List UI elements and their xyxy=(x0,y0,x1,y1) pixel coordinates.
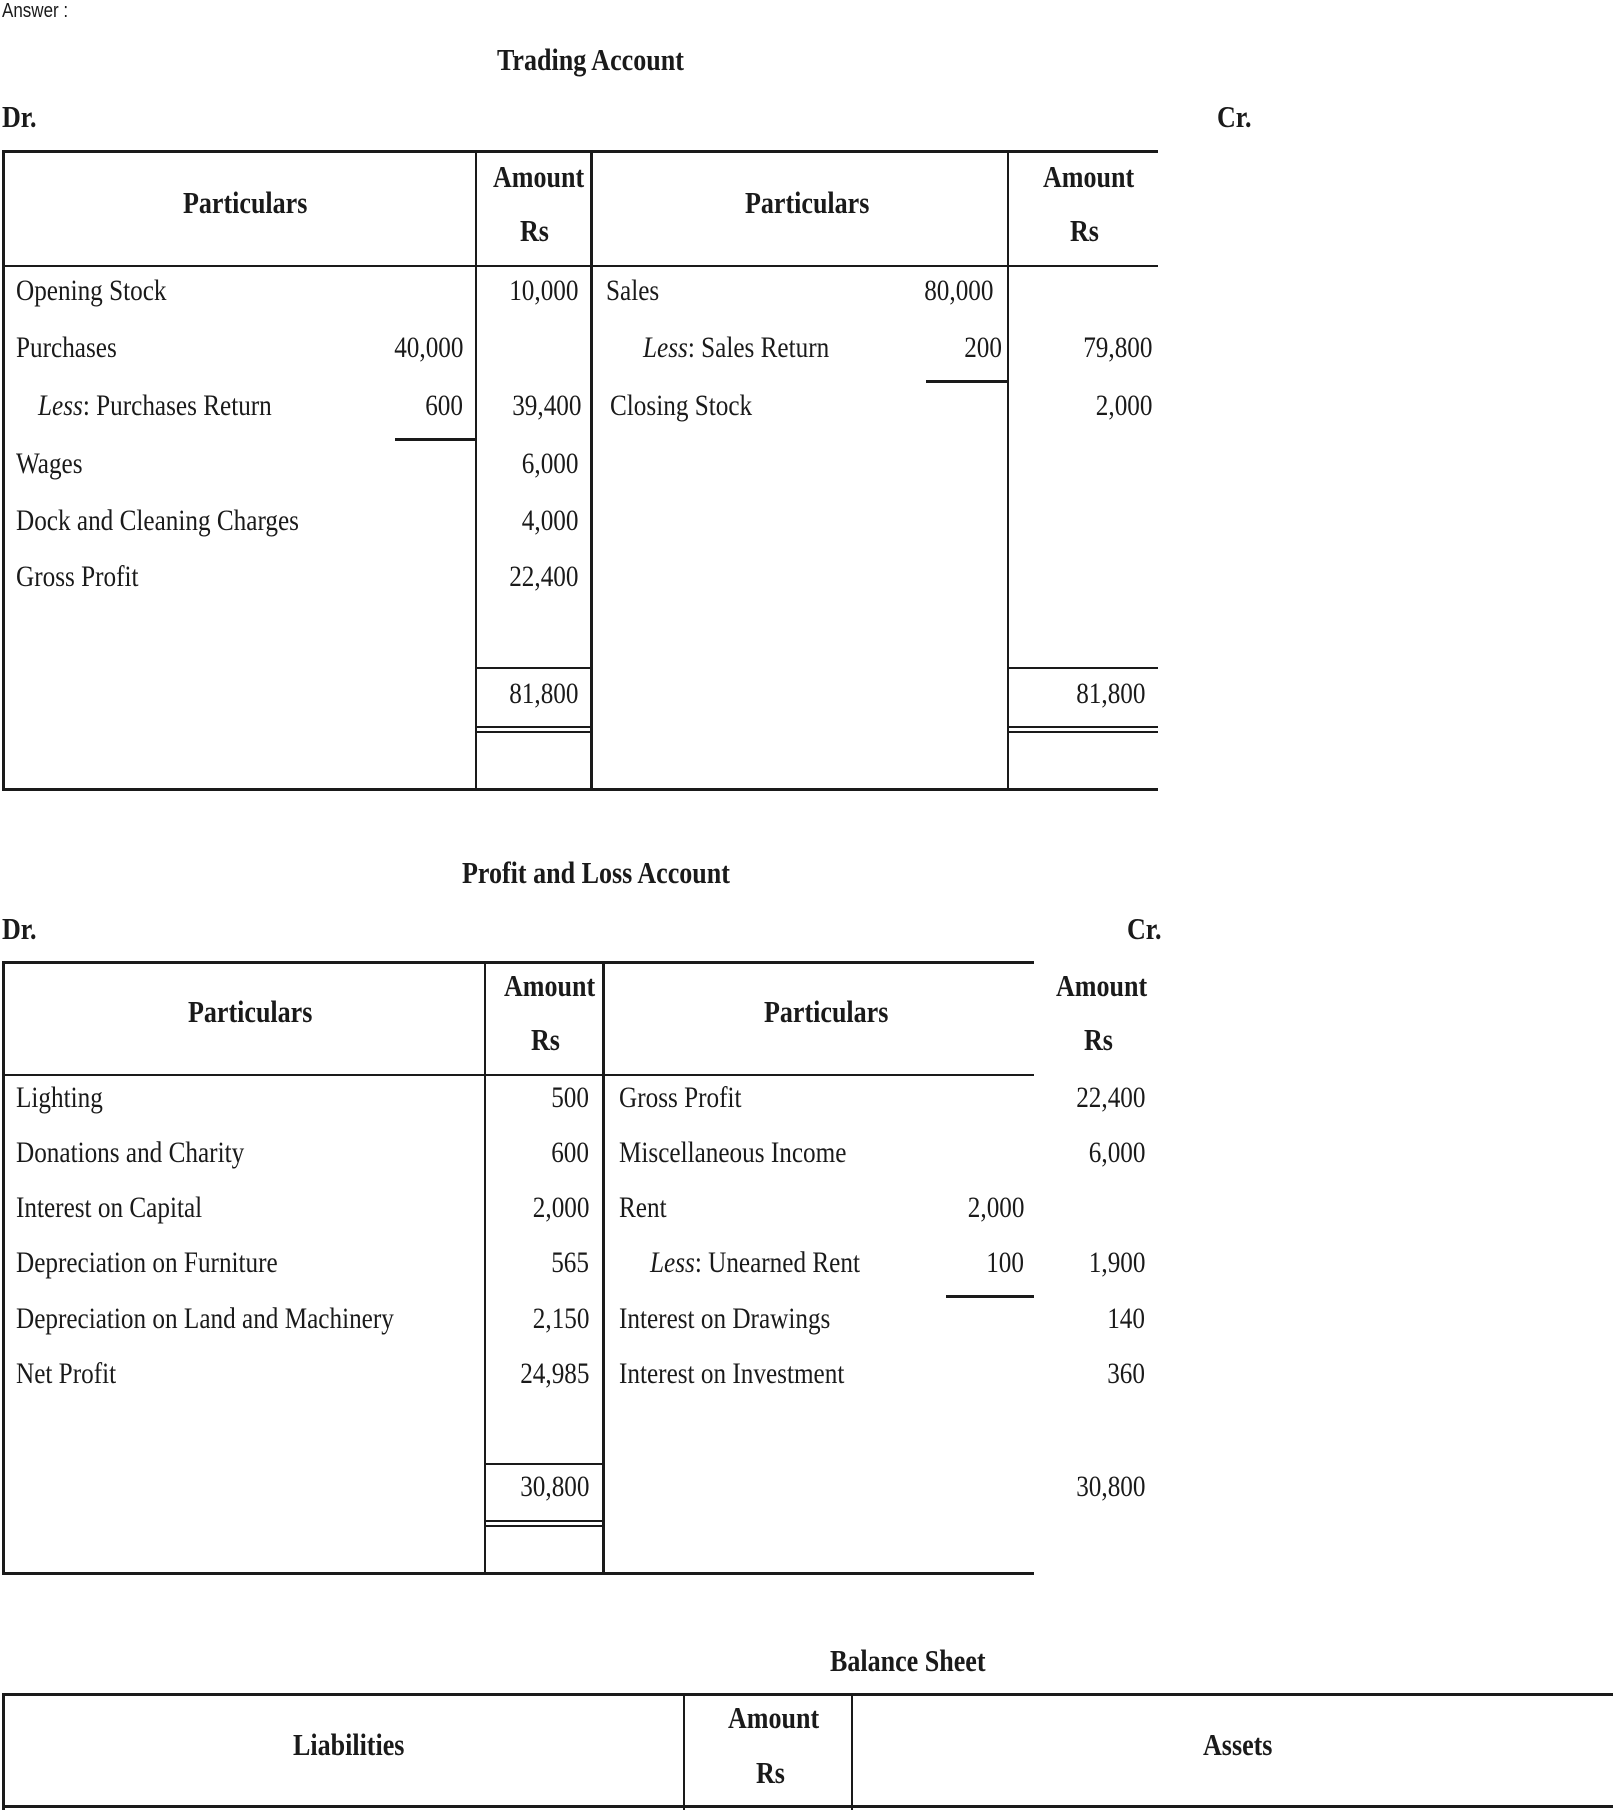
pl-bottom-border xyxy=(2,1572,1034,1575)
trading-opening-stock-amount: 10,000 xyxy=(508,274,578,307)
pl-total-rule-dr-top xyxy=(485,1463,603,1465)
trading-gross-profit-label: Gross Profit xyxy=(16,560,139,593)
pl-misc-income-label: Miscellaneous Income xyxy=(619,1136,847,1169)
trading-subtotal-rule-cr xyxy=(926,380,1007,383)
pl-cr-label: Cr. xyxy=(1127,911,1162,946)
trading-sales-label: Sales xyxy=(606,274,660,307)
trading-col-divider-3 xyxy=(1007,150,1009,791)
trading-dr-label: Dr. xyxy=(2,99,37,134)
trading-purchases-return-label: Less: Purchases Return xyxy=(38,389,272,422)
trading-purchases-return-inner: 600 xyxy=(425,389,463,422)
trading-cr-rs-header: Rs xyxy=(1070,213,1099,248)
pl-net-profit-amount: 24,985 xyxy=(519,1357,589,1390)
pl-lighting-amount: 500 xyxy=(551,1081,589,1114)
trading-bottom-border xyxy=(2,788,1158,791)
pl-dr-rs-header: Rs xyxy=(531,1022,560,1057)
pl-unearned-rent-inner: 100 xyxy=(986,1246,1024,1279)
trading-sales-inner: 80,000 xyxy=(923,274,993,307)
trading-total-rule-cr-bottom-2 xyxy=(1008,731,1158,733)
pl-interest-investment-amount: 360 xyxy=(1107,1357,1145,1390)
trading-closing-stock-label: Closing Stock xyxy=(610,389,753,422)
trading-sales-return-label: Less: Sales Return xyxy=(643,331,830,364)
pl-cr-total: 30,800 xyxy=(1075,1470,1145,1503)
trading-cr-total: 81,800 xyxy=(1075,677,1145,710)
pl-dep-furniture-label: Depreciation on Furniture xyxy=(16,1246,278,1279)
pl-col-divider-1 xyxy=(484,961,486,1575)
pl-subtotal-rule-cr xyxy=(946,1295,1034,1298)
balance-assets-header: Assets xyxy=(1203,1727,1273,1762)
balance-top-border xyxy=(2,1693,1613,1696)
pl-interest-capital-label: Interest on Capital xyxy=(16,1191,203,1224)
pl-donations-label: Donations and Charity xyxy=(16,1136,245,1169)
pl-dep-land-amount: 2,150 xyxy=(532,1302,589,1335)
trading-total-rule-cr-bottom-1 xyxy=(1008,726,1158,728)
pl-dep-land-label: Depreciation on Land and Machinery xyxy=(16,1302,394,1335)
balance-col-divider-2 xyxy=(851,1693,853,1810)
trading-title: Trading Account xyxy=(497,42,684,77)
trading-closing-stock-amount: 2,000 xyxy=(1095,389,1152,422)
trading-total-rule-dr-top xyxy=(476,667,591,669)
pl-lighting-label: Lighting xyxy=(16,1081,103,1114)
pl-title: Profit and Loss Account xyxy=(462,855,730,890)
pl-gross-profit-amount: 22,400 xyxy=(1075,1081,1145,1114)
balance-liabilities-header: Liabilities xyxy=(293,1727,405,1762)
trading-dr-amount-header: Amount xyxy=(493,159,585,194)
trading-top-border xyxy=(2,150,1158,153)
pl-left-border xyxy=(2,961,5,1575)
pl-top-border xyxy=(2,961,1034,964)
pl-donations-amount: 600 xyxy=(551,1136,589,1169)
pl-dr-label: Dr. xyxy=(2,911,37,946)
trading-wages-label: Wages xyxy=(16,447,83,480)
balance-title: Balance Sheet xyxy=(830,1643,986,1678)
pl-misc-income-amount: 6,000 xyxy=(1088,1136,1145,1169)
pl-header-divider xyxy=(2,1074,1034,1076)
pl-dr-total: 30,800 xyxy=(519,1470,589,1503)
trading-total-rule-dr-bottom-2 xyxy=(476,731,591,733)
trading-total-rule-cr-top xyxy=(1008,667,1158,669)
balance-header-divider xyxy=(2,1805,1613,1808)
trading-total-rule-dr-bottom-1 xyxy=(476,726,591,728)
trading-purchases-inner: 40,000 xyxy=(393,331,463,364)
trading-cr-particulars-header: Particulars xyxy=(745,185,870,220)
pl-interest-investment-label: Interest on Investment xyxy=(619,1357,845,1390)
trading-dr-total: 81,800 xyxy=(508,677,578,710)
pl-unearned-rent-label: Less: Unearned Rent xyxy=(650,1246,860,1279)
trading-gross-profit-amount: 22,400 xyxy=(508,560,578,593)
trading-header-divider xyxy=(2,265,1158,267)
pl-rent-net-amount: 1,900 xyxy=(1088,1246,1145,1279)
pl-interest-capital-amount: 2,000 xyxy=(532,1191,589,1224)
balance-amount-header: Amount xyxy=(728,1700,820,1735)
trading-opening-stock-label: Opening Stock xyxy=(16,274,167,307)
pl-rent-inner: 2,000 xyxy=(967,1191,1024,1224)
pl-net-profit-label: Net Profit xyxy=(16,1357,117,1390)
trading-cr-amount-header: Amount xyxy=(1043,159,1135,194)
pl-interest-drawings-label: Interest on Drawings xyxy=(619,1302,831,1335)
trading-left-border xyxy=(2,150,5,791)
trading-wages-amount: 6,000 xyxy=(521,447,578,480)
trading-col-divider-1 xyxy=(475,150,477,791)
pl-dr-particulars-header: Particulars xyxy=(188,994,313,1029)
trading-cr-label: Cr. xyxy=(1217,99,1252,134)
balance-left-border xyxy=(2,1693,5,1810)
pl-rent-label: Rent xyxy=(619,1191,667,1224)
trading-sales-return-inner: 200 xyxy=(964,331,1002,364)
pl-dr-amount-header: Amount xyxy=(504,968,596,1003)
pl-cr-amount-header: Amount xyxy=(1056,968,1148,1003)
trading-col-divider-2 xyxy=(590,150,593,791)
trading-dr-rs-header: Rs xyxy=(520,213,549,248)
balance-rs-header: Rs xyxy=(756,1755,785,1790)
balance-col-divider-1 xyxy=(683,1693,685,1810)
pl-dep-furniture-amount: 565 xyxy=(551,1246,589,1279)
trading-dr-particulars-header: Particulars xyxy=(183,185,308,220)
pl-cr-rs-header: Rs xyxy=(1084,1022,1113,1057)
answer-label: Answer : xyxy=(2,0,69,22)
trading-purchases-net-amount: 39,400 xyxy=(511,389,581,422)
trading-purchases-label: Purchases xyxy=(16,331,117,364)
trading-dock-label: Dock and Cleaning Charges xyxy=(16,504,299,537)
pl-total-rule-dr-bottom-2 xyxy=(485,1525,603,1527)
pl-total-rule-dr-bottom-1 xyxy=(485,1520,603,1522)
pl-interest-drawings-amount: 140 xyxy=(1107,1302,1145,1335)
trading-dock-amount: 4,000 xyxy=(521,504,578,537)
pl-gross-profit-label: Gross Profit xyxy=(619,1081,742,1114)
trading-sales-net-amount: 79,800 xyxy=(1082,331,1152,364)
pl-cr-particulars-header: Particulars xyxy=(764,994,889,1029)
pl-col-divider-2 xyxy=(602,961,605,1575)
trading-subtotal-rule-dr xyxy=(395,438,475,441)
